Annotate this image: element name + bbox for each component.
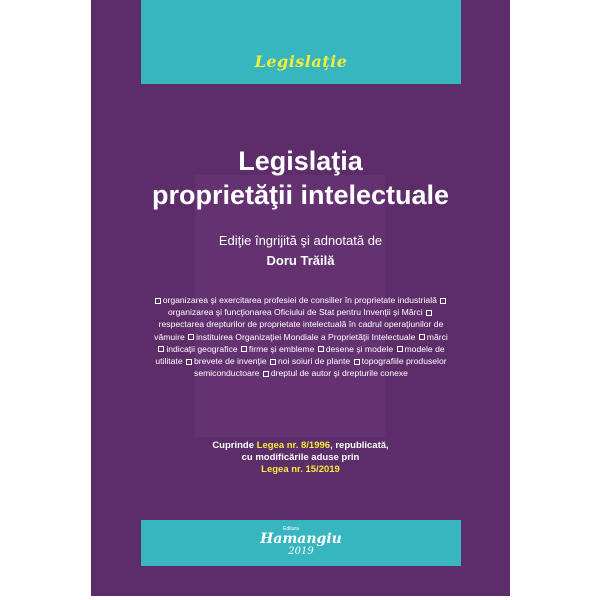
topic-item: modele de utilitate [155,343,445,367]
book-cover [91,0,510,596]
contains-prefix: Cuprinde [212,440,257,451]
checkbox-square-icon [186,359,192,365]
checkbox-square-icon [426,310,432,316]
checkbox-square-icon [263,371,269,377]
checkbox-square-icon [270,359,276,365]
checkbox-square-icon [155,298,161,304]
topic-item: noi soiuri de plante [278,356,351,367]
topic-item: brevete de invenţie [194,356,267,367]
law-2: Legea nr. 15/2019 [261,464,340,475]
checkbox-square-icon [419,334,425,340]
publisher-name: Hamangiu [260,531,342,547]
checkbox-square-icon [440,298,446,304]
topic-item: desene şi modele [325,343,394,354]
law-1: Legea nr. 8/1996 [256,440,331,451]
topic-item: respectarea drepturilor de proprietate intelectuală în cadrul operaţiunilor de vămuire [154,319,444,342]
contains-note [91,440,510,476]
topic-item: topografiile produselor semiconductoare [194,356,447,379]
title-line-1: Legislaţia [238,146,363,176]
checkbox-square-icon [397,346,403,352]
topic-item: firme şi embleme [248,343,315,354]
checkbox-square-icon [188,334,194,340]
checkbox-square-icon [241,346,247,352]
topic-item: organizarea şi exercitarea profesiei de consilier în proprietate industrială [162,295,437,305]
topics-list [153,294,449,379]
book-title [91,144,510,212]
edition-line: Ediţie îngrijită şi adnotată de [218,233,383,248]
topic-item: organizarea şi funcţionarea Oficiului de Stat pentru Invenţii şi Mărci [168,307,423,318]
publication-year: 2019 [288,546,314,557]
publisher-logo [141,526,461,558]
checkbox-square-icon [158,346,164,352]
checkbox-square-icon [318,346,324,352]
topic-item: dreptul de autor şi drepturile conexe [270,368,408,379]
title-line-2: proprietăţii intelectuale [151,180,450,210]
bottom-band [141,520,461,566]
topic-item: indicaţii geografice [166,343,238,354]
topic-item: mărci [426,331,448,342]
author-name: Doru Trăilă [266,253,335,268]
publisher-small-text: Editura [283,526,299,532]
contains-middle-2: cu modificările aduse prin [241,452,360,463]
series-label: Legislație [254,52,348,71]
checkbox-square-icon [354,359,360,365]
contains-middle-1: , republicată, [330,440,389,451]
top-band [141,0,461,84]
topic-item: instituirea Organizaţiei Mondiale a Proprietăţii Intelectuale [196,331,416,342]
